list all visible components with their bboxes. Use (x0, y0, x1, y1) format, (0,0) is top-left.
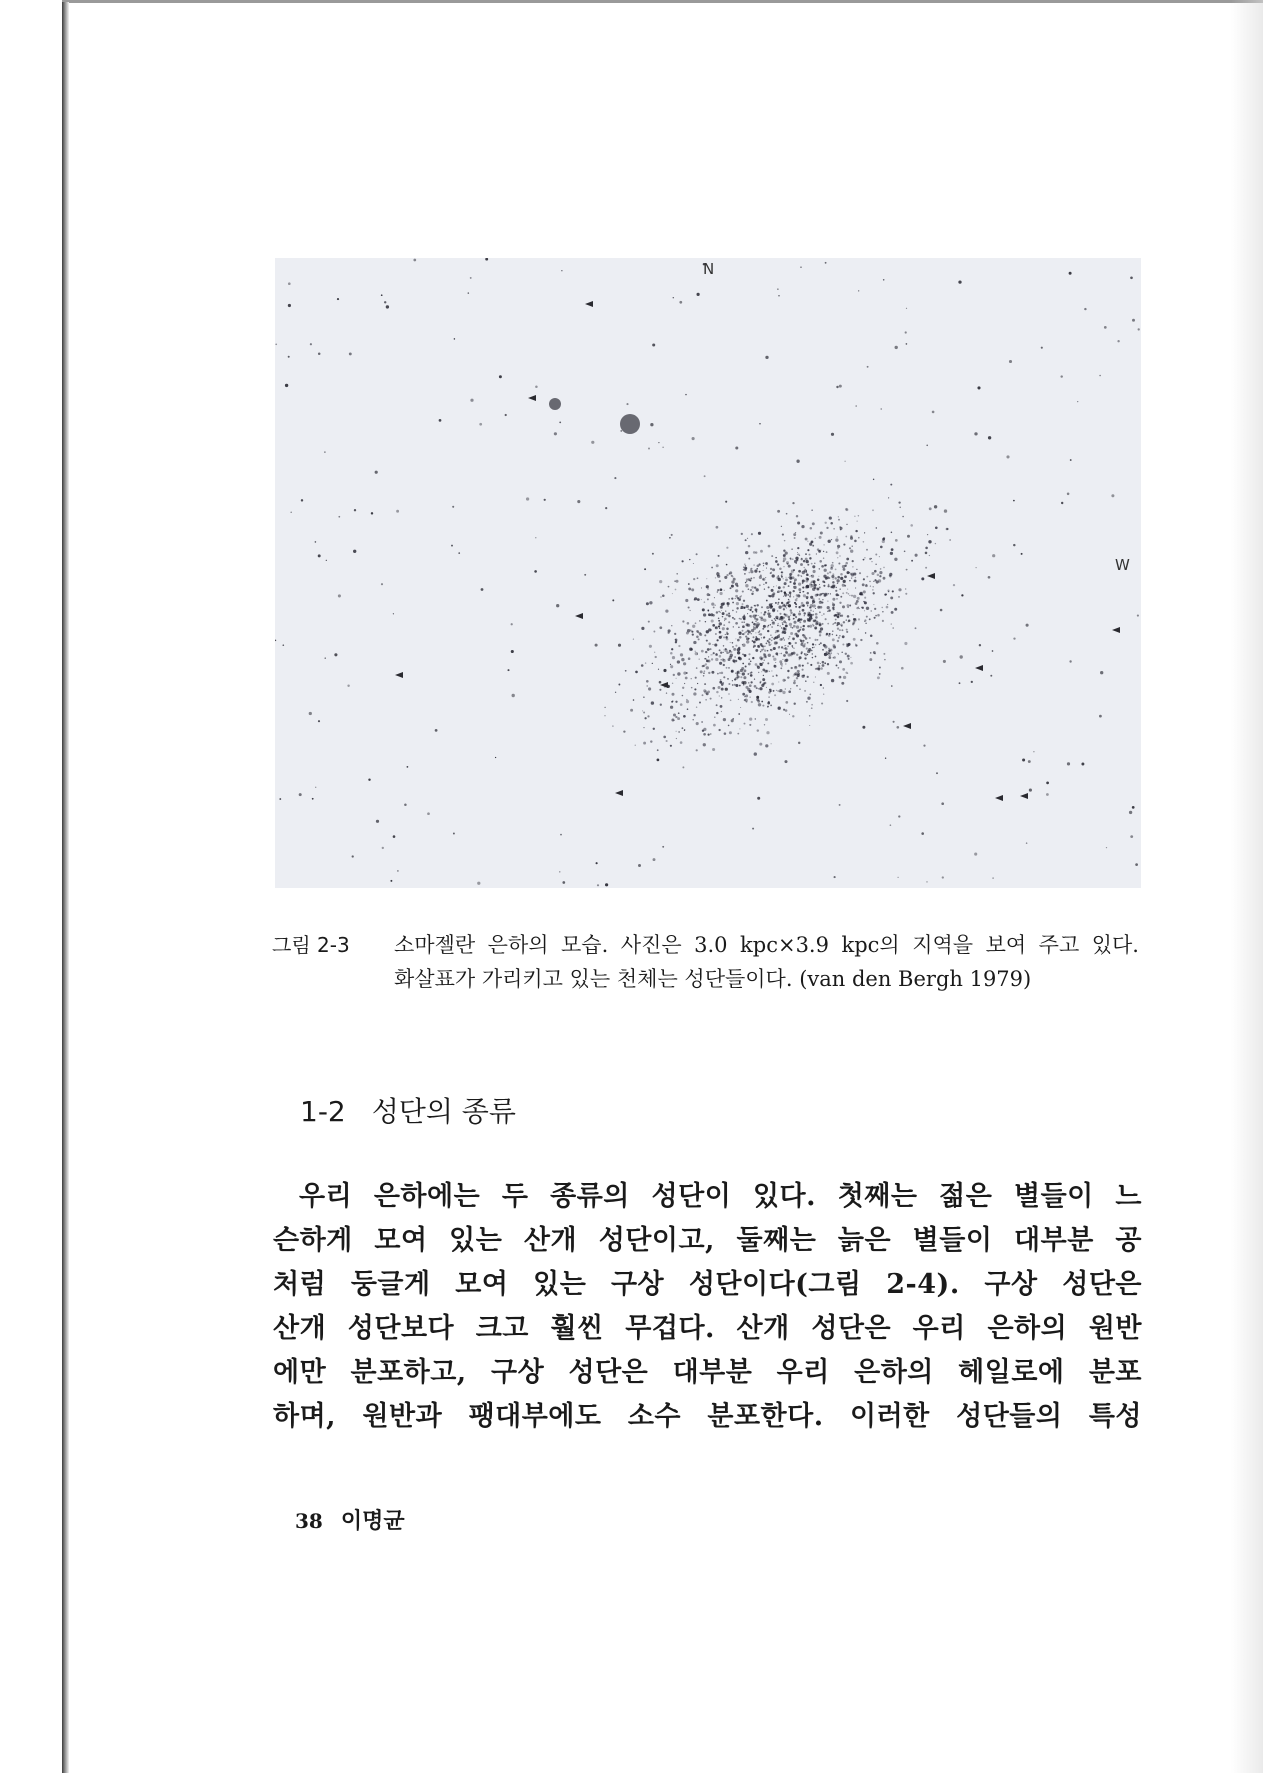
page-edge-top (62, 0, 1263, 3)
page-footer (295, 1504, 405, 1535)
page-shade-right (1231, 0, 1263, 1773)
north-label: N (703, 260, 715, 278)
galaxy-star-field (275, 258, 1141, 888)
caption-text: 소마젤란 은하의 모습. 사진은 3.0 kpc×3.9 kpc의 지역을 보여 주고 있다. 화살표가 가리키고 있는 천체는 성단들이다. (van den Bergh 1979) (394, 933, 1139, 991)
body-line: 처럼 둥글게 모여 있는 구상 성단이다(그림 2-4). 구상 성단은 (273, 1269, 1142, 1300)
body-line: 슨하게 모여 있는 산개 성단이고, 둘째는 늙은 별들이 대부분 공 (273, 1225, 1142, 1256)
body-line: 우리 은하에는 두 종류의 성단이 있다. 첫째는 젊은 별들이 느 (299, 1181, 1142, 1212)
section-number: 1-2 (300, 1095, 346, 1128)
page-edge-left (62, 2, 69, 1773)
body-line: 에만 분포하고, 구상 성단은 대부분 우리 은하의 헤일로에 분포 (273, 1357, 1142, 1388)
body-line: 하며, 원반과 팽대부에도 소수 분포한다. 이러한 성단들의 특성 (273, 1401, 1142, 1432)
page-number: 38 (295, 1509, 323, 1533)
running-author: 이명균 (340, 1508, 405, 1534)
section-title: 성단의 종류 (371, 1095, 516, 1128)
section-heading (300, 1090, 516, 1130)
body-paragraph (273, 1175, 1142, 1439)
west-label: W (1115, 556, 1130, 574)
caption-label: 그림 2-3 (272, 933, 350, 957)
body-line: 산개 성단보다 크고 훨씬 무겁다. 산개 성단은 우리 은하의 원반 (273, 1313, 1142, 1344)
galaxy-photograph (275, 258, 1141, 888)
